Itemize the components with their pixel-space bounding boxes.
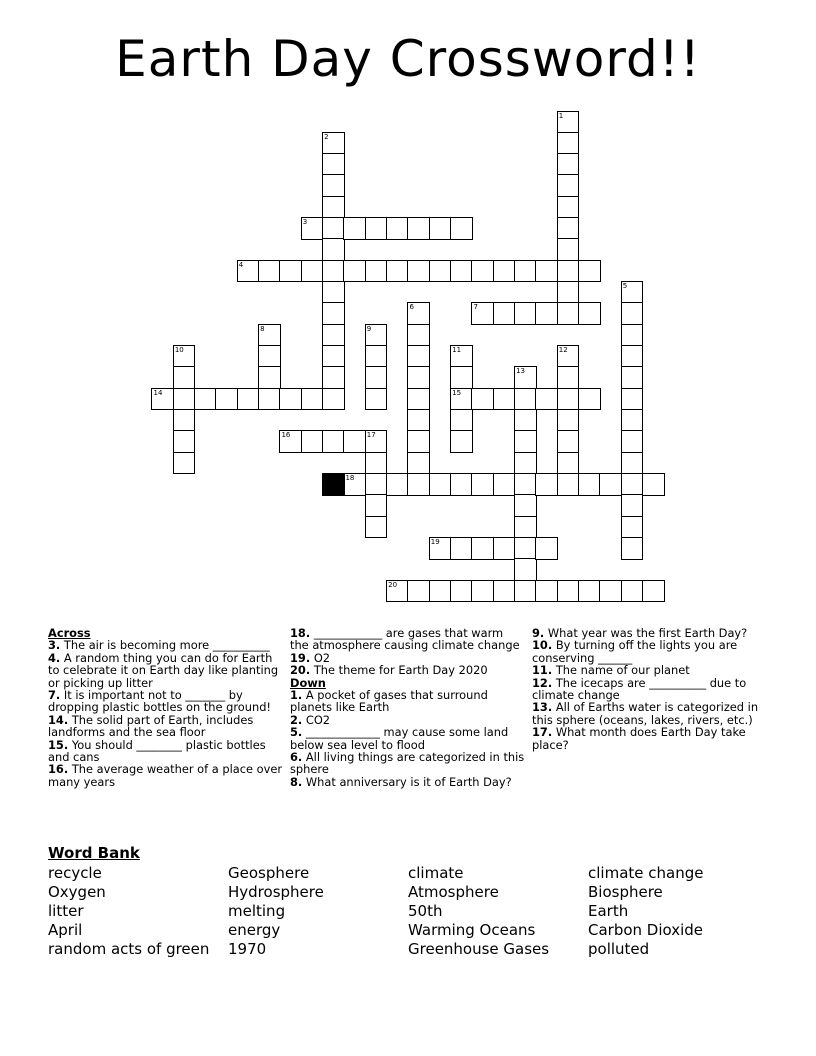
grid-cell[interactable] <box>386 580 409 603</box>
grid-cell[interactable] <box>642 580 665 603</box>
clue-text: All living things are categorized in this sphere <box>290 750 525 777</box>
clue-number: 6 <box>409 303 414 312</box>
grid-cell[interactable] <box>621 580 644 603</box>
grid-cell[interactable] <box>407 217 430 240</box>
grid-cell[interactable] <box>407 324 430 347</box>
clue-text: CO2 <box>305 712 331 727</box>
grid-cell[interactable] <box>557 366 580 389</box>
clue-across <box>48 763 283 788</box>
grid-cell[interactable] <box>514 409 537 432</box>
clue-number-label: 13. <box>532 700 553 715</box>
clue-down <box>532 677 762 702</box>
grid-cell[interactable] <box>471 388 494 411</box>
grid-cell[interactable] <box>173 452 196 475</box>
clue-number: 1 <box>558 111 564 120</box>
clue-down <box>290 751 525 776</box>
grid-cell[interactable] <box>621 473 644 496</box>
clue-number: 4 <box>238 260 244 269</box>
grid-cell[interactable] <box>557 174 580 197</box>
word-bank <box>48 844 788 958</box>
grid-cell[interactable] <box>450 345 473 368</box>
word-bank-word: Hydrosphere <box>228 883 324 901</box>
word-bank-grid <box>48 864 788 958</box>
grid-cell[interactable] <box>471 537 494 560</box>
grid-cell[interactable] <box>365 388 388 411</box>
grid-cell[interactable] <box>301 217 324 240</box>
grid-cell[interactable] <box>514 580 537 603</box>
grid-cell[interactable] <box>237 260 260 283</box>
clue-text: The name of our planet <box>555 663 690 678</box>
clue-number-label: 15. <box>48 737 69 752</box>
grid-cell[interactable] <box>621 409 644 432</box>
clue-number-label: 16. <box>48 762 69 777</box>
grid-cell[interactable] <box>599 580 622 603</box>
clue-number-label: 4. <box>48 650 61 665</box>
grid-cell[interactable] <box>365 516 388 539</box>
down-heading: Down <box>290 675 326 690</box>
word-bank-word: energy <box>228 921 281 939</box>
grid-cell[interactable] <box>535 302 558 325</box>
clue-down <box>290 776 525 788</box>
black-cell <box>322 473 345 496</box>
grid-cell[interactable] <box>173 430 196 453</box>
grid-cell[interactable] <box>322 260 345 283</box>
grid-cell[interactable] <box>557 430 580 453</box>
grid-cell[interactable] <box>151 388 174 411</box>
grid-cell[interactable] <box>258 388 281 411</box>
grid-cell[interactable] <box>471 473 494 496</box>
grid-cell[interactable] <box>599 473 622 496</box>
clue-number: 7 <box>473 303 478 312</box>
word-bank-word: Greenhouse Gases <box>408 940 550 958</box>
grid-cell[interactable] <box>557 153 580 176</box>
clue-number: 15 <box>452 388 462 397</box>
clue-down <box>532 701 762 726</box>
grid-cell[interactable] <box>322 388 345 411</box>
grid-cell[interactable] <box>407 345 430 368</box>
grid-cell[interactable] <box>343 217 366 240</box>
grid-cell[interactable] <box>279 430 302 453</box>
grid-cell[interactable] <box>215 388 238 411</box>
grid-cell[interactable] <box>471 580 494 603</box>
grid-cell[interactable] <box>557 473 580 496</box>
grid-cell[interactable] <box>279 388 302 411</box>
clue-number: 3 <box>302 218 308 227</box>
grid-cell[interactable] <box>621 452 644 475</box>
grid-cell[interactable] <box>258 324 281 347</box>
grid-cell[interactable] <box>557 281 580 304</box>
clue-text: The icecaps are __________ due to climate change <box>532 675 747 703</box>
grid-cell[interactable] <box>407 302 430 325</box>
clue-number: 20 <box>388 580 398 589</box>
clue-number: 12 <box>558 346 568 355</box>
word-bank-word: climate change <box>588 864 704 882</box>
grid-cell[interactable] <box>557 217 580 240</box>
word-bank-word: Warming Oceans <box>408 921 536 939</box>
clue-number-label: 5. <box>290 725 303 740</box>
word-bank-word: 50th <box>408 902 443 920</box>
clue-number-label: 1. <box>290 688 303 703</box>
grid-cell[interactable] <box>429 473 452 496</box>
grid-cell[interactable] <box>322 196 345 219</box>
grid-cell[interactable] <box>365 217 388 240</box>
grid-cell[interactable] <box>514 494 537 517</box>
grid-cell[interactable] <box>514 473 537 496</box>
clue-number-label: 19. <box>290 650 311 665</box>
clue-text: A pocket of gases that surround planets like Earth <box>290 688 488 715</box>
clue-down <box>290 726 525 751</box>
grid-cell[interactable] <box>557 238 580 261</box>
grid-cell[interactable] <box>450 409 473 432</box>
grid-cell[interactable] <box>173 366 196 389</box>
grid-cell[interactable] <box>535 537 558 560</box>
grid-cell[interactable] <box>621 516 644 539</box>
grid-cell[interactable] <box>493 302 516 325</box>
word-bank-word: Carbon Dioxide <box>588 921 704 939</box>
clue-text: All of Earths water is categorized in this sphere (oceans, lakes, rivers, etc.) <box>532 700 759 727</box>
grid-cell[interactable] <box>621 281 644 304</box>
grid-cell[interactable] <box>621 366 644 389</box>
grid-cell[interactable] <box>322 324 345 347</box>
clue-column-1 <box>48 627 283 788</box>
word-bank-word: Oxygen <box>48 883 106 901</box>
clue-text: The solid part of Earth, includes landforms and the sea floor <box>48 712 254 740</box>
clue-column-2 <box>290 627 525 788</box>
grid-cell[interactable] <box>557 302 580 325</box>
page-title: Earth Day Crossword!! <box>115 30 701 88</box>
grid-cell[interactable] <box>514 388 537 411</box>
grid-cell[interactable] <box>514 516 537 539</box>
grid-cell[interactable] <box>493 473 516 496</box>
grid-cell[interactable] <box>237 388 260 411</box>
grid-cell[interactable] <box>450 217 473 240</box>
grid-cell[interactable] <box>557 580 580 603</box>
grid-cell[interactable] <box>194 388 217 411</box>
clue-number-label: 8. <box>290 774 303 789</box>
grid-cell[interactable] <box>407 473 430 496</box>
clue-number-label: 20. <box>290 663 311 678</box>
grid-cell[interactable] <box>535 260 558 283</box>
grid-cell[interactable] <box>173 345 196 368</box>
clue-across <box>48 739 283 764</box>
grid-cell[interactable] <box>365 324 388 347</box>
grid-cell[interactable] <box>301 388 324 411</box>
clue-number: 13 <box>516 367 526 376</box>
clue-number: 16 <box>281 431 291 440</box>
grid-cell[interactable] <box>322 430 345 453</box>
clue-number: 8 <box>260 324 265 333</box>
grid-cell[interactable] <box>557 409 580 432</box>
grid-cell[interactable] <box>429 260 452 283</box>
clue-text: The average weather of a place over many years <box>48 762 283 789</box>
clue-number: 14 <box>153 388 163 397</box>
clue-number-label: 14. <box>48 712 69 727</box>
grid-cell[interactable] <box>343 260 366 283</box>
grid-cell[interactable] <box>493 388 516 411</box>
grid-cell[interactable] <box>365 430 388 453</box>
clue-text: O2 <box>313 650 331 665</box>
clue-number-label: 6. <box>290 750 303 765</box>
word-bank-word: random acts of green <box>48 940 210 958</box>
clue-number: 18 <box>345 474 355 483</box>
clue-number-label: 7. <box>48 688 61 703</box>
clue-text: A random thing you can do for Earth to celebrate it on Earth day like planting or picking up litter <box>48 650 279 690</box>
clue-number-label: 17. <box>532 725 553 740</box>
grid-cell[interactable] <box>557 452 580 475</box>
grid-cell[interactable] <box>514 537 537 560</box>
word-bank-title: Word Bank <box>48 844 140 862</box>
word-bank-word: Geosphere <box>228 864 310 882</box>
grid-cell[interactable] <box>322 132 345 155</box>
grid-cell[interactable] <box>301 260 324 283</box>
grid-cell[interactable] <box>343 430 366 453</box>
grid-cell[interactable] <box>429 580 452 603</box>
clue-number-label: 12. <box>532 675 553 690</box>
clue-number-label: 10. <box>532 638 553 653</box>
grid-cell[interactable] <box>535 388 558 411</box>
grid-cell[interactable] <box>642 473 665 496</box>
grid-cell[interactable] <box>557 132 580 155</box>
grid-cell[interactable] <box>407 388 430 411</box>
clue-number-label: 11. <box>532 663 553 678</box>
grid-cell[interactable] <box>557 111 580 134</box>
clue-number-label: 2. <box>290 712 303 727</box>
grid-cell[interactable] <box>557 260 580 283</box>
grid-cell[interactable] <box>407 452 430 475</box>
grid-cell[interactable] <box>407 366 430 389</box>
clue-text: The theme for Earth Day 2020 <box>313 663 488 678</box>
grid-cell[interactable] <box>493 537 516 560</box>
clue-across <box>290 627 525 652</box>
grid-cell[interactable] <box>578 580 601 603</box>
grid-cell[interactable] <box>450 580 473 603</box>
clue-number: 5 <box>622 282 628 291</box>
word-bank-word: April <box>48 921 83 939</box>
grid-cell[interactable] <box>450 260 473 283</box>
grid-cell[interactable] <box>365 345 388 368</box>
grid-cell[interactable] <box>322 366 345 389</box>
clue-text: What year was the first Earth Day? <box>547 626 748 640</box>
grid-cell[interactable] <box>365 494 388 517</box>
grid-cell[interactable] <box>386 260 409 283</box>
clue-text: The air is becoming more __________ <box>63 638 270 653</box>
word-bank-word: climate <box>408 864 464 882</box>
grid-cell[interactable] <box>386 473 409 496</box>
clue-number-label: 9. <box>532 626 545 640</box>
grid-cell[interactable] <box>386 217 409 240</box>
clue-down <box>290 689 525 714</box>
clue-text: ____________ are gases that warm the atmosphere causing climate change <box>290 626 520 653</box>
clue-number-label: 3. <box>48 638 61 653</box>
clue-number: 17 <box>366 431 376 440</box>
grid-cell[interactable] <box>407 409 430 432</box>
grid-cell[interactable] <box>514 430 537 453</box>
clue-number: 19 <box>430 538 440 547</box>
clue-number: 2 <box>324 132 329 141</box>
grid-cell[interactable] <box>514 452 537 475</box>
grid-cell[interactable] <box>258 366 281 389</box>
clue-text: It is important not to _______ by dropping plastic bottles on the ground! <box>48 688 272 715</box>
clue-text: What month does Earth Day take place? <box>532 725 746 752</box>
grid-cell[interactable] <box>535 473 558 496</box>
grid-cell[interactable] <box>514 302 537 325</box>
grid-cell[interactable] <box>365 260 388 283</box>
grid-cell[interactable] <box>578 260 601 283</box>
word-bank-word: Biosphere <box>588 883 663 901</box>
word-bank-word: litter <box>48 902 84 920</box>
grid-cell[interactable] <box>450 366 473 389</box>
grid-cell[interactable] <box>429 537 452 560</box>
clue-column-3 <box>532 627 762 751</box>
grid-cell[interactable] <box>471 302 494 325</box>
grid-cell[interactable] <box>621 494 644 517</box>
grid-cell[interactable] <box>621 537 644 560</box>
grid-cell[interactable] <box>493 580 516 603</box>
clue-text: What anniversary is it of Earth Day? <box>305 774 512 789</box>
grid-cell[interactable] <box>578 473 601 496</box>
grid-cell[interactable] <box>450 537 473 560</box>
grid-cell[interactable] <box>407 580 430 603</box>
grid-cell[interactable] <box>514 260 537 283</box>
grid-cell[interactable] <box>621 345 644 368</box>
clue-across <box>48 714 283 739</box>
grid-cell[interactable] <box>322 153 345 176</box>
grid-cell[interactable] <box>621 324 644 347</box>
grid-cell[interactable] <box>514 558 537 581</box>
grid-cell[interactable] <box>173 388 196 411</box>
clue-text: You should ________ plastic bottles and cans <box>48 737 266 765</box>
grid-cell[interactable] <box>557 388 580 411</box>
grid-cell[interactable] <box>621 388 644 411</box>
grid-cell[interactable] <box>450 430 473 453</box>
clue-number: 10 <box>174 346 184 355</box>
grid-cell[interactable] <box>450 473 473 496</box>
clue-across <box>48 652 283 689</box>
word-bank-word: recycle <box>48 864 102 882</box>
grid-cell[interactable] <box>258 345 281 368</box>
clue-across <box>48 689 283 714</box>
grid-cell[interactable] <box>429 217 452 240</box>
grid-cell[interactable] <box>322 217 345 240</box>
clue-across <box>290 664 525 676</box>
clue-text: By turning off the lights you are conserving ______ <box>532 638 738 665</box>
grid-cell[interactable] <box>578 302 601 325</box>
grid-cell[interactable] <box>322 174 345 197</box>
grid-cell[interactable] <box>471 260 494 283</box>
grid-cell[interactable] <box>365 473 388 496</box>
grid-cell[interactable] <box>557 196 580 219</box>
grid-cell[interactable] <box>621 430 644 453</box>
word-bank-word: Atmosphere <box>408 883 499 901</box>
grid-cell[interactable] <box>322 238 345 261</box>
grid-cell[interactable] <box>493 260 516 283</box>
grid-cell[interactable] <box>322 281 345 304</box>
grid-cell[interactable] <box>279 260 302 283</box>
clue-down <box>532 726 762 751</box>
clue-number: 9 <box>366 324 372 333</box>
grid-cell[interactable] <box>322 345 345 368</box>
grid-cell[interactable] <box>365 452 388 475</box>
word-bank-word: polluted <box>588 940 650 958</box>
word-bank-word: 1970 <box>228 940 267 958</box>
grid-cell[interactable] <box>514 366 537 389</box>
grid-cell[interactable] <box>365 366 388 389</box>
grid-cell[interactable] <box>450 388 473 411</box>
clue-number: 11 <box>452 346 462 355</box>
clue-text: _____________ may cause some land below sea level to flood <box>290 725 509 752</box>
clue-down <box>532 639 762 664</box>
word-bank-word: melting <box>228 902 286 920</box>
grid-cell[interactable] <box>173 409 196 432</box>
grid-cell[interactable] <box>578 388 601 411</box>
grid-cell[interactable] <box>535 580 558 603</box>
grid-cell[interactable] <box>407 430 430 453</box>
word-bank-word: Earth <box>588 902 629 920</box>
grid-cell[interactable] <box>258 260 281 283</box>
grid-cell[interactable] <box>301 430 324 453</box>
grid-cell[interactable] <box>343 473 366 496</box>
across-heading: Across <box>48 626 91 640</box>
grid-cell[interactable] <box>322 302 345 325</box>
grid-cell[interactable] <box>407 260 430 283</box>
grid-cell[interactable] <box>557 345 580 368</box>
clue-number-label: 18. <box>290 626 311 640</box>
grid-cell[interactable] <box>621 302 644 325</box>
